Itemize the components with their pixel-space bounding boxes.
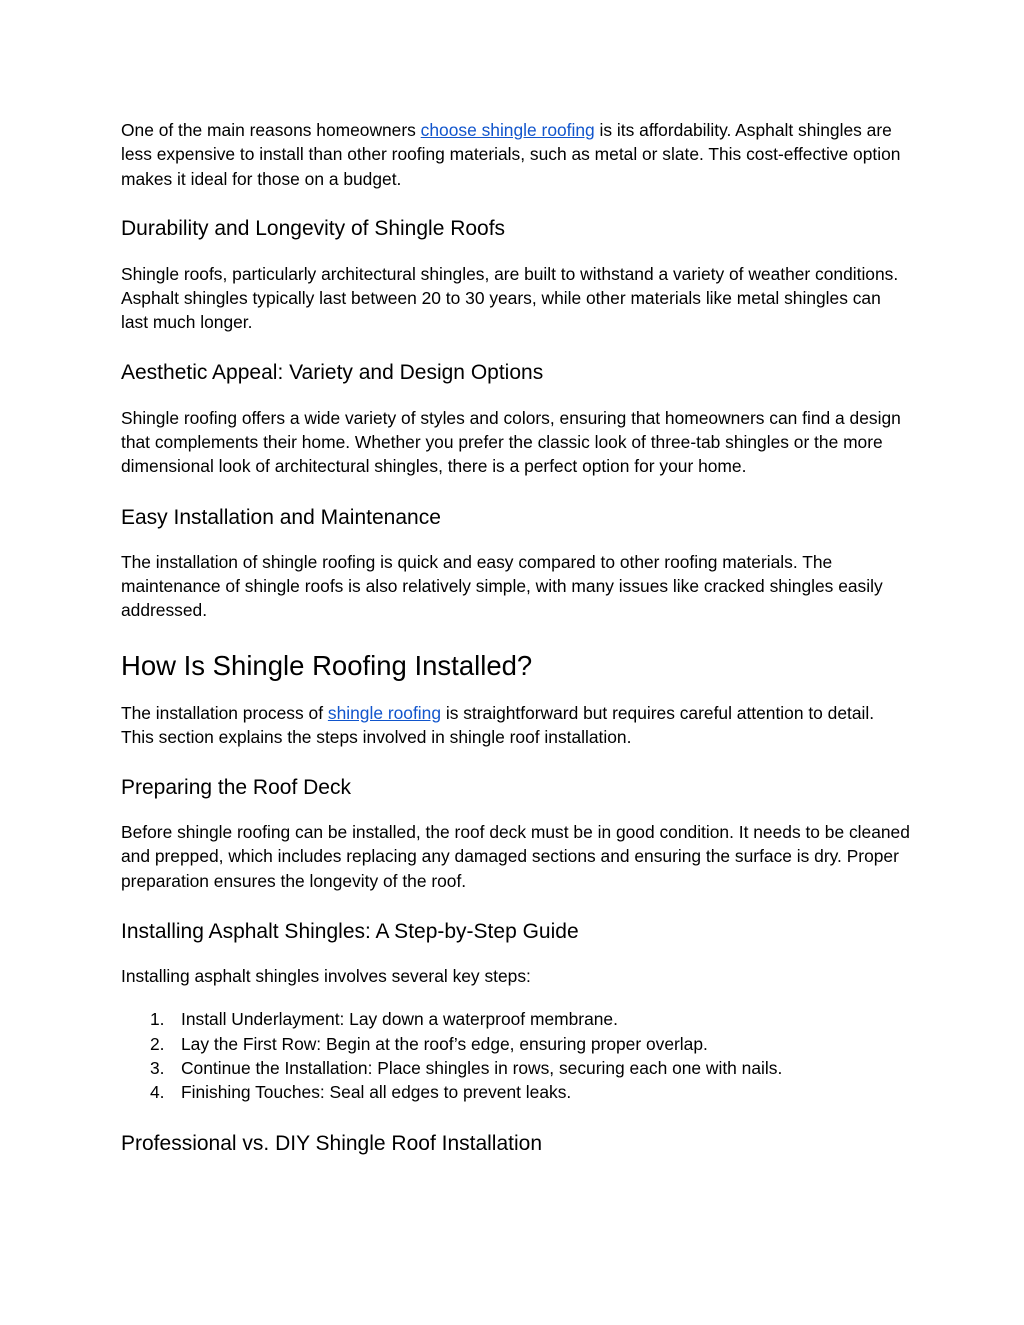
intro-text-after-link: is its affordability. Asphalt shingles are less expensive to install than other roofing materials, such as metal or slate. This cost-effective option makes it ideal for those on a budget. xyxy=(121,120,901,189)
list-item-number: 2. xyxy=(150,1033,165,1054)
list-item xyxy=(121,1007,911,1031)
list-item-text: Finishing Touches: Seal all edges to prevent leaks. xyxy=(181,1082,572,1103)
easy-installation-paragraph: The installation of shingle roofing is quick and easy compared to other roofing materials. The maintenance of shingle roofs is also relatively simple, with many issues like cracked shingles easily addressed. xyxy=(121,551,883,621)
list-item xyxy=(121,1032,911,1056)
how-installed-paragraph xyxy=(121,701,911,750)
document-page xyxy=(121,118,911,1158)
professional-vs-diy-heading: Professional vs. DIY Shingle Roof Installation xyxy=(121,1131,543,1155)
asphalt-steps-intro: Installing asphalt shingles involves several key steps: xyxy=(121,966,531,987)
choose-shingle-roofing-link[interactable]: choose shingle roofing xyxy=(420,120,595,140)
how-installed-heading: How Is Shingle Roofing Installed? xyxy=(121,649,533,681)
list-item-number: 1. xyxy=(150,1009,165,1030)
intro-paragraph xyxy=(121,118,911,191)
aesthetic-heading: Aesthetic Appeal: Variety and Design Options xyxy=(121,360,544,384)
easy-installation-heading: Easy Installation and Maintenance xyxy=(121,505,441,529)
roof-deck-paragraph: Before shingle roofing can be installed, the roof deck must be in good condition. It needs to be cleaned and prepped, which includes replacing any damaged sections and ensuring the surface is dry. Proper preparation ensures the longevity of the roof. xyxy=(121,822,910,891)
durability-heading: Durability and Longevity of Shingle Roofs xyxy=(121,216,506,240)
how-installed-text-after-link: is straightforward but requires careful attention to detail. This section explains the steps involved in shingle roof installation. xyxy=(121,702,875,747)
list-item-text: Install Underlayment: Lay down a waterproof membrane. xyxy=(181,1009,618,1030)
aesthetic-paragraph: Shingle roofing offers a wide variety of styles and colors, ensuring that homeowners can find a design that complements their home. Whether you prefer the classic look of three-tab shingles or the more dimensional look of architectural shingles, there is a perfect option for your home. xyxy=(121,407,901,477)
shingle-roofing-link[interactable]: shingle roofing xyxy=(327,702,441,723)
list-item xyxy=(121,1080,911,1104)
asphalt-steps-list xyxy=(121,1007,911,1104)
list-item xyxy=(121,1056,911,1080)
list-item-text: Continue the Installation: Place shingles in rows, securing each one with nails. xyxy=(181,1057,783,1078)
durability-paragraph: Shingle roofs, particularly architectural shingles, are built to withstand a variety of weather conditions. Asphalt shingles typically last between 20 to 30 years, while other materials like metal shingles can last much longer. xyxy=(121,263,899,333)
list-item-number: 4. xyxy=(150,1082,165,1103)
roof-deck-heading: Preparing the Roof Deck xyxy=(121,776,351,800)
list-item-number: 3. xyxy=(150,1057,165,1078)
asphalt-steps-heading: Installing Asphalt Shingles: A Step-by-Step Guide xyxy=(121,920,579,944)
list-item-text: Lay the First Row: Begin at the roof’s edge, ensuring proper overlap. xyxy=(181,1033,708,1054)
how-installed-text-before-link: The installation process of xyxy=(121,702,328,723)
intro-text-before-link: One of the main reasons homeowners xyxy=(121,120,421,140)
